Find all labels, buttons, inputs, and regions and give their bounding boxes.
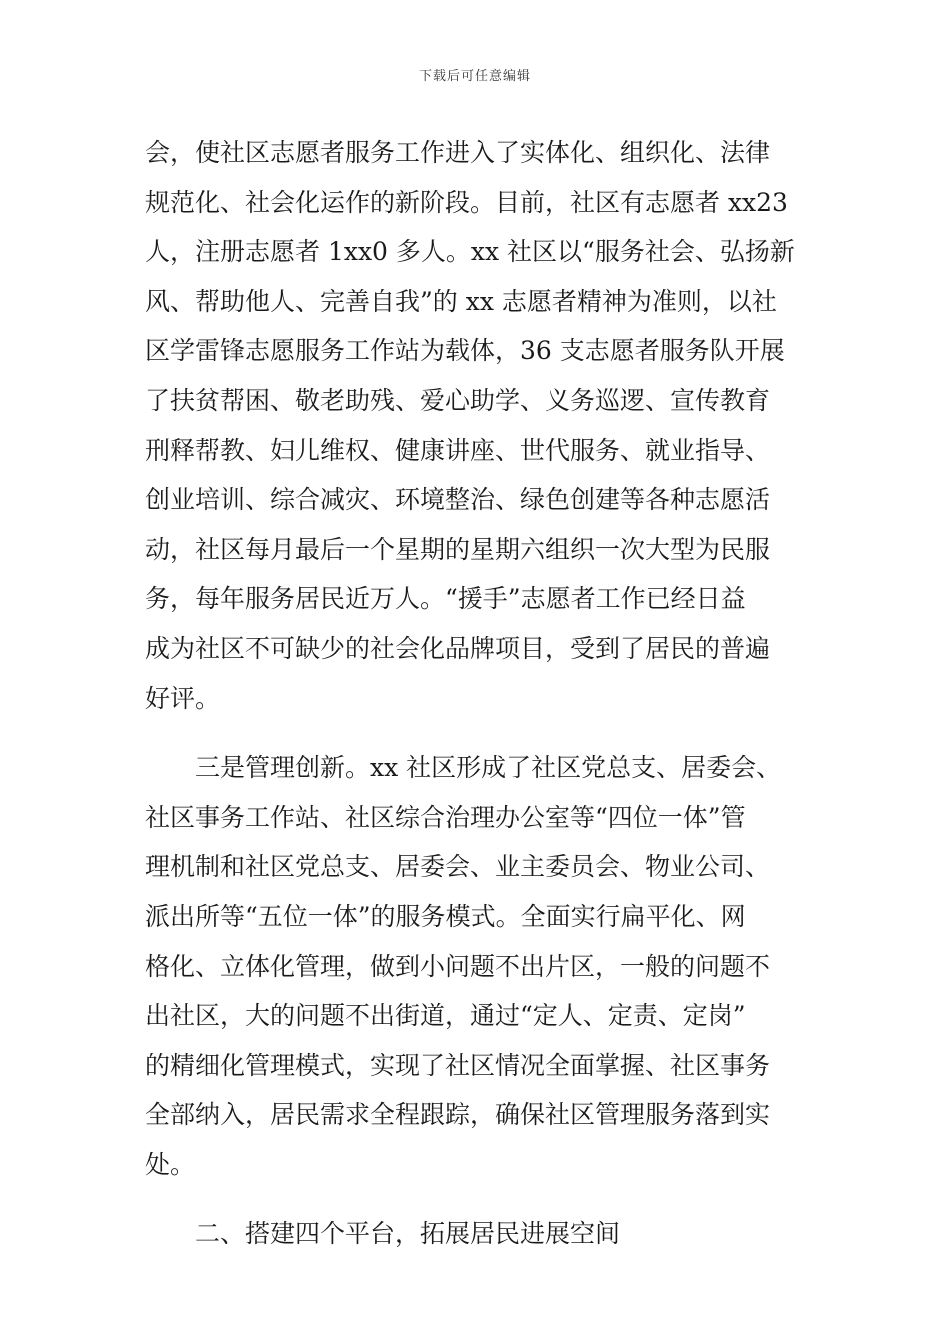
text-line: 全部纳入，居民需求全程跟踪，确保社区管理服务落到实 xyxy=(145,1100,771,1130)
text-line: 社区事务工作站、社区综合治理办公室等“四位一体”管 xyxy=(145,802,746,832)
text-line: 派出所等“五位一体”的服务模式。全面实行扁平化、网 xyxy=(145,901,746,931)
text-line: 成为社区不可缺少的社会化品牌项目，受到了居民的普遍 xyxy=(145,633,771,663)
text-line: 创业培训、综合减灾、环境整治、绿色创建等各种志愿活 xyxy=(145,485,771,515)
text-line: 人，注册志愿者 1xx0 多人。xx 社区以“服务社会、弘扬新 xyxy=(145,237,795,267)
text-line: 动，社区每月最后一个星期的星期六组织一次大型为民服 xyxy=(145,534,771,564)
paragraph-management-innovation xyxy=(145,743,810,1189)
text-line: 区学雷锋志愿服务工作站为载体，36 支志愿者服务队开展 xyxy=(145,336,785,366)
text-line: 规范化、社会化运作的新阶段。目前，社区有志愿者 xx23 xyxy=(145,187,788,217)
text-line: 三是管理创新。xx 社区形成了社区党总支、居委会、 xyxy=(195,753,782,783)
text-line: 的精细化管理模式，实现了社区情况全面掌握、社区事务 xyxy=(145,1050,771,1080)
paragraph-volunteers xyxy=(145,128,810,723)
text-line: 了扶贫帮困、敬老助残、爱心助学、义务巡逻、宣传教育 xyxy=(145,385,771,415)
text-line: 理机制和社区党总支、居委会、业主委员会、物业公司、 xyxy=(145,852,771,882)
text-line: 风、帮助他人、完善自我”的 xx 志愿者精神为准则，以社 xyxy=(145,286,777,316)
text-line: 好评。 xyxy=(145,683,221,713)
text-line: 会，使社区志愿者服务工作进入了实体化、组织化、法律 xyxy=(145,138,771,167)
text-line: 处。 xyxy=(145,1149,196,1179)
section-heading xyxy=(145,1209,810,1259)
text-line: 刑释帮教、妇儿维权、健康讲座、世代服务、就业指导、 xyxy=(145,435,771,465)
text-line: 格化、立体化管理，做到小问题不出片区，一般的问题不 xyxy=(145,951,771,981)
text-line: 出社区，大的问题不出街道，通过“定人、定责、定岗” xyxy=(145,1001,746,1031)
page-header: 下载后可任意编辑 xyxy=(418,69,531,84)
section-heading-text: 二、搭建四个平台，拓展居民进展空间 xyxy=(195,1219,621,1249)
document-body xyxy=(145,128,810,1259)
text-line: 务，每年服务居民近万人。“援手”志愿者工作已经日益 xyxy=(145,584,746,614)
